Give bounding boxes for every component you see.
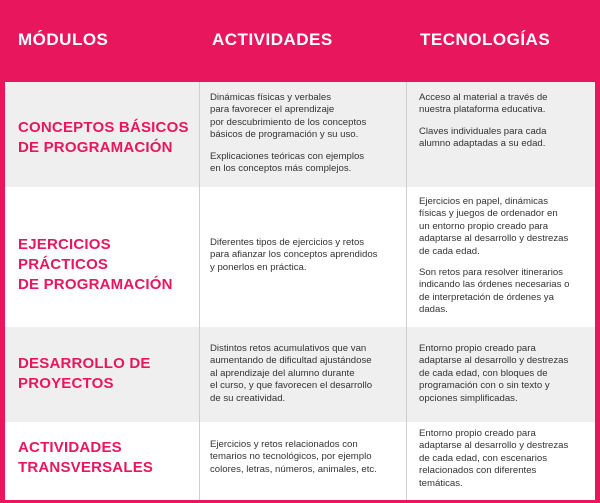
technologies-text: Entorno propio creado para adaptarse al desarrollo y destrezas de cada edad, con escenarios relacionados con diferentes temáticas. [419, 428, 569, 489]
module-title: ACTIVIDADES TRANSVERSALES [18, 439, 154, 476]
column-divider [199, 422, 200, 500]
activities-text: Dinámicas físicas y verbales para favorecer el aprendizaje por descubrimiento de los conceptos básicos de programación y su uso. [210, 92, 367, 141]
header-tecnologias: TECNOLOGÍAS [420, 30, 551, 49]
activities-cell [210, 439, 394, 485]
column-divider [406, 187, 407, 327]
technologies-text: Son retos para resolver itinerarios indicando las órdenes necesarias o de interpretación de órdenes ya dadas. [419, 267, 570, 316]
header-modulos: MÓDULOS [18, 30, 109, 49]
activities-text: Ejercicios y retos relacionados con temarios no tecnológicos, por ejemplo colores, letras, números, animales, etc. [210, 439, 377, 475]
column-divider [199, 187, 200, 327]
activities-text: Diferentes tipos de ejercicios y retos para afianzar los conceptos aprendidos y ponerlos en práctica. [210, 237, 378, 273]
activities-cell [210, 343, 394, 414]
technologies-cell [419, 196, 600, 326]
header-actividades: ACTIVIDADES [212, 30, 333, 49]
activities-cell [210, 237, 394, 283]
technologies-text: Claves individuales para cada alumno adaptadas a su edad. [419, 125, 547, 150]
table-header [0, 0, 600, 82]
technologies-cell [419, 92, 600, 160]
activities-text: Distintos retos acumulativos que van aumentando de dificultad ajustándose al aprendizaje del alumno durante el curso, y que favorecen el desarrollo de su creatividad. [210, 343, 373, 404]
column-divider [406, 327, 407, 422]
column-divider [406, 82, 407, 187]
module-title: DESARROLLO DE PROYECTOS [18, 355, 151, 392]
table-row [5, 187, 595, 327]
technologies-text: Entorno propio creado para adaptarse al desarrollo y destrezas de cada edad, con bloques de programación con o sin texto y opciones simplificadas. [419, 343, 569, 404]
module-title: EJERCICIOS PRÁCTICOS DE PROGRAMACIÓN [18, 236, 173, 293]
column-divider [199, 327, 200, 422]
table-row [5, 82, 595, 187]
technologies-text: Acceso al material a través de nuestra plataforma educativa. [419, 92, 548, 116]
activities-text: Explicaciones teóricas con ejemplos en los conceptos más complejos. [210, 150, 365, 175]
technologies-cell [419, 343, 600, 414]
column-divider [199, 82, 200, 187]
technologies-text: Ejercicios en papel, dinámicas físicas y juegos de ordenador en un entorno propio creado para adaptarse al desarrollo y destrezas de cada edad. [419, 196, 569, 257]
module-title: CONCEPTOS BÁSICOS DE PROGRAMACIÓN [18, 119, 189, 156]
activities-cell [210, 92, 394, 184]
technologies-cell [419, 428, 600, 499]
table-row [5, 422, 595, 500]
column-divider [406, 422, 407, 500]
table-row [5, 327, 595, 422]
